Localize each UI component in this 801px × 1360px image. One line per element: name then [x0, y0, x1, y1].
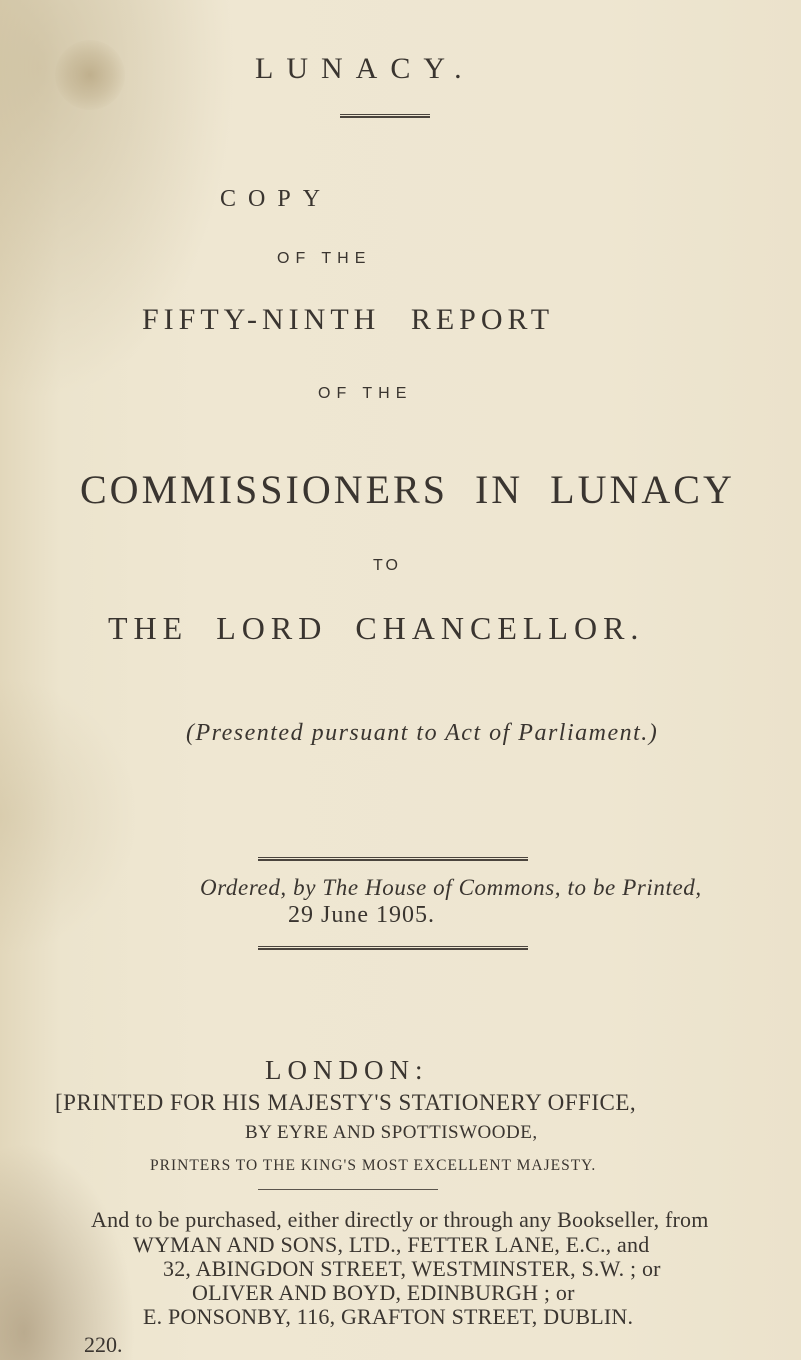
header-title: LUNACY. [255, 52, 475, 85]
purchase-line-5: E. PONSONBY, 116, GRAFTON STREET, DUBLIN. [143, 1304, 634, 1329]
paper-number: 220. [84, 1332, 123, 1357]
imprint-printers: PRINTERS TO THE KING'S MOST EXCELLENT MAJESTY. [150, 1157, 597, 1174]
ordered-top-rule [258, 857, 528, 861]
header-rule [340, 114, 430, 118]
commissioners-heading: COMMISSIONERS IN LUNACY [80, 467, 735, 512]
purchase-line-1: And to be purchased, either directly or through any Bookseller, from [91, 1207, 709, 1232]
ordered-line: Ordered, by The House of Commons, to be Printed, [200, 875, 702, 900]
purchase-line-4: OLIVER AND BOYD, EDINBURGH ; or [192, 1280, 575, 1305]
copy-label: COPY [220, 186, 333, 212]
imprint-printed-for: [PRINTED FOR HIS MAJESTY'S STATIONERY OFFICE, [55, 1090, 637, 1115]
ordered-bottom-rule [258, 946, 528, 950]
of-the-2: OF THE [318, 385, 413, 402]
paper-stain [55, 40, 125, 110]
imprint-city: LONDON: [265, 1055, 429, 1085]
imprint-rule [258, 1189, 438, 1190]
of-the-1: OF THE [277, 250, 372, 267]
report-title: FIFTY-NINTH REPORT [142, 303, 555, 336]
imprint-by: BY EYRE AND SPOTTISWOODE, [245, 1122, 538, 1143]
addressee-heading: THE LORD CHANCELLOR. [108, 610, 645, 646]
to-label: TO [373, 557, 401, 574]
order-date: 29 June 1905. [288, 902, 435, 928]
presented-note: (Presented pursuant to Act of Parliament.) [186, 720, 659, 746]
purchase-line-2: WYMAN AND SONS, LTD., FETTER LANE, E.C., and [133, 1232, 650, 1257]
purchase-line-3: 32, ABINGDON STREET, WESTMINSTER, S.W. ; or [163, 1256, 661, 1281]
